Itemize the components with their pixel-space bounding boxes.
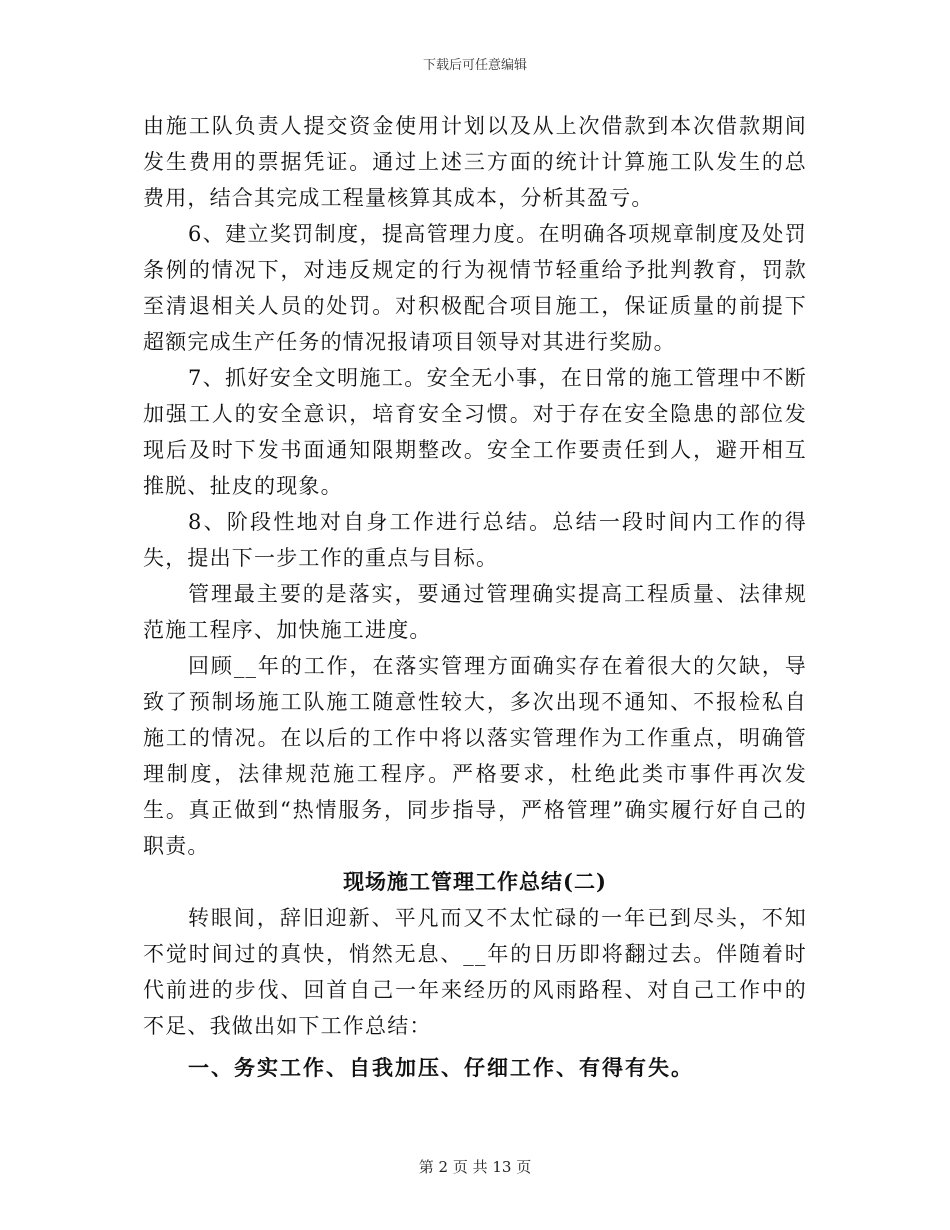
paragraph-item-8: 8、阶段性地对自身工作进行总结。总结一段时间内工作的得失，提出下一步工作的重点与目标。: [143, 510, 807, 570]
paragraph-item-7: 7、抓好安全文明施工。安全无小事，在日常的施工管理中不断加强工人的安全意识，培育安全习惯。对于存在安全隐患的部位发现后及时下发书面通知限期整改。安全工作要责任到人，避开相互推脱、扯皮的现象。: [143, 366, 807, 498]
paragraph-intro: 转眼间，辞旧迎新、平凡而又不太忙碌的一年已到尽头，不知不觉时间过的真快，悄然无息、__年的日历即将翻过去。伴随着时代前进的步伐、回首自己一年来经历的风雨路程、对自己工作中的不足、我做出如下工作总结：: [143, 906, 807, 1038]
page-header: 下载后可任意编辑: [422, 58, 527, 73]
section-title: 现场施工管理工作总结(二): [343, 869, 607, 894]
paragraph-management: 管理最主要的是落实，要通过管理确实提高工程质量、法律规范施工程序、加快施工进度。: [143, 582, 807, 642]
paragraph-review: 回顾__年的工作，在落实管理方面确实存在着很大的欠缺，导致了预制场施工队施工随意性较大，多次出现不通知、不报检私自施工的情况。在以后的工作中将以落实管理作为工作重点，明确管理制度，法律规范施工程序。严格要求，杜绝此类市事件再次发生。真正做到“热情服务，同步指导，严格管理”确实履行好自己的职责。: [143, 654, 807, 858]
paragraph-item-6: 6、建立奖罚制度，提高管理力度。在明确各项规章制度及处罚条例的情况下，对违反规定的行为视情节轻重给予批判教育，罚款至清退相关人员的处罚。对积极配合项目施工，保证质量的前提下超额完成生产任务的情况报请项目领导对其进行奖励。: [143, 222, 807, 354]
document-body: [143, 108, 807, 1086]
paragraph-continuation: 由施工队负责人提交资金使用计划以及从上次借款到本次借款期间发生费用的票据凭证。通过上述三方面的统计计算施工队发生的总费用，结合其完成工程量核算其成本，分析其盈亏。: [143, 114, 807, 210]
page-footer: 第 2 页 共 13 页: [418, 1158, 532, 1176]
subheading: 一、务实工作、自我加压、仔细工作、有得有失。: [188, 1055, 694, 1080]
